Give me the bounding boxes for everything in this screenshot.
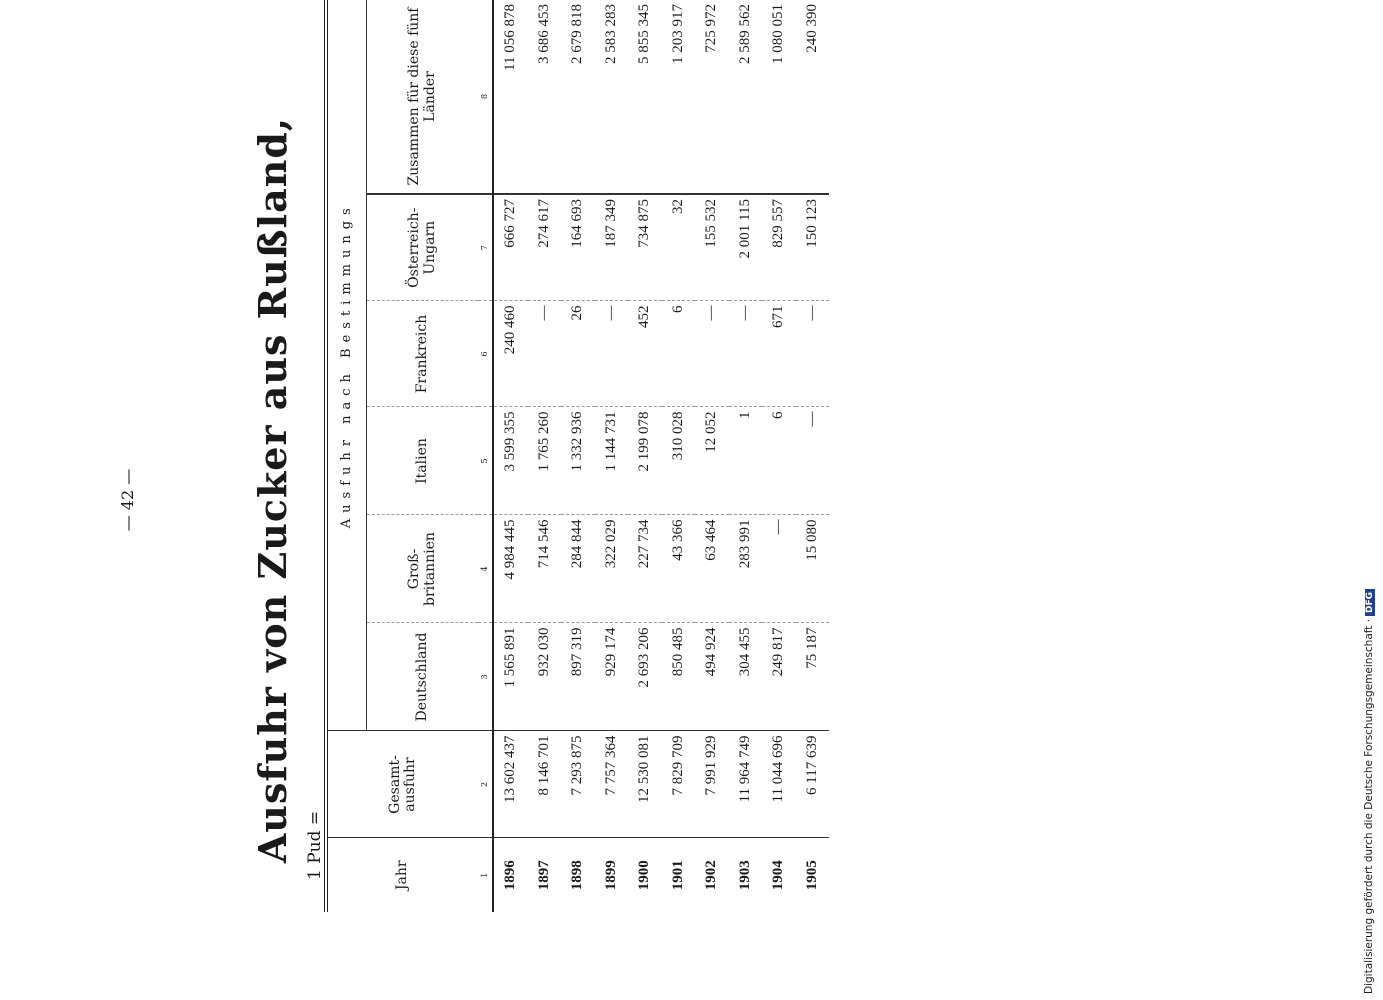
col-number: 8 bbox=[478, 0, 493, 194]
frankreich-cell: — bbox=[729, 301, 763, 407]
table-row bbox=[595, 0, 629, 912]
oesterreich-cell: 666 727 bbox=[493, 194, 528, 301]
table-row bbox=[762, 0, 796, 912]
frankreich-cell: 452 bbox=[628, 301, 662, 407]
oesterreich-cell: 2 001 115 bbox=[729, 194, 763, 301]
italien-cell: 6 bbox=[762, 407, 796, 515]
italien-cell: 1 144 731 bbox=[595, 407, 629, 515]
gesamtausfuhr-cell: 11 044 696 bbox=[762, 731, 796, 838]
italien-cell: 1 332 936 bbox=[561, 407, 595, 515]
zusammen-cell: 11 056 878 bbox=[502, 4, 519, 71]
grossbritannien-cell: 227 734 bbox=[628, 515, 662, 623]
table-row bbox=[796, 0, 830, 912]
year-cell: 1899 bbox=[595, 838, 629, 912]
header-zusammen: Zusammen für diese fünf Länder bbox=[406, 7, 438, 186]
deutschland-cell: 929 174 bbox=[595, 623, 629, 731]
col-number: 7 bbox=[478, 194, 493, 301]
frankreich-cell: — bbox=[528, 301, 562, 407]
header-grossbritannien: Groß-britannien bbox=[367, 515, 479, 623]
gesamtausfuhr-cell: 12 530 081 bbox=[628, 731, 662, 838]
header-deutschland: Deutschland bbox=[367, 623, 479, 731]
oesterreich-cell: 32 bbox=[662, 194, 696, 301]
deutschland-cell: 1 565 891 bbox=[493, 623, 528, 731]
dfg-logo: DFG bbox=[1365, 589, 1375, 616]
grossbritannien-cell: 714 546 bbox=[528, 515, 562, 623]
oesterreich-cell: 187 349 bbox=[595, 194, 629, 301]
table-row bbox=[528, 0, 562, 912]
frankreich-cell: 6 bbox=[662, 301, 696, 407]
italien-cell: 1 765 260 bbox=[528, 407, 562, 515]
oesterreich-cell: 734 875 bbox=[628, 194, 662, 301]
col-number: 6 bbox=[478, 301, 493, 407]
col-number: 4 bbox=[478, 515, 493, 623]
deutschland-cell: 932 030 bbox=[528, 623, 562, 731]
year-cell: 1903 bbox=[729, 838, 763, 912]
frankreich-cell: — bbox=[595, 301, 629, 407]
col-number: 5 bbox=[478, 407, 493, 515]
zusammen-cell: 5 855 345 bbox=[636, 4, 653, 64]
grossbritannien-cell: — bbox=[762, 515, 796, 623]
year-cell: 1904 bbox=[762, 838, 796, 912]
header-oesterreich: Österreich-Ungarn bbox=[367, 194, 479, 301]
grossbritannien-cell: 283 991 bbox=[729, 515, 763, 623]
table-row bbox=[628, 0, 662, 912]
unit-note: 1 Pud = bbox=[305, 810, 325, 880]
grossbritannien-cell: 284 844 bbox=[561, 515, 595, 623]
zusammen-cell: 3 686 453 bbox=[535, 4, 552, 64]
year-cell: 1898 bbox=[561, 838, 595, 912]
grossbritannien-cell: 15 080 bbox=[796, 515, 830, 623]
zusammen-cell: 240 390 bbox=[803, 4, 820, 53]
sugar-export-table bbox=[324, 0, 829, 912]
zusammen-cell: 2 589 562 bbox=[736, 4, 753, 64]
header-italien: Italien bbox=[367, 407, 479, 515]
table-row bbox=[662, 0, 696, 912]
italien-cell: 310 028 bbox=[662, 407, 696, 515]
table-row bbox=[493, 0, 528, 912]
table-row bbox=[561, 0, 595, 912]
year-cell: 1897 bbox=[528, 838, 562, 912]
deutschland-cell: 897 319 bbox=[561, 623, 595, 731]
table-row bbox=[695, 0, 729, 912]
gesamtausfuhr-cell: 7 829 709 bbox=[662, 731, 696, 838]
gesamtausfuhr-cell: 13 602 437 bbox=[493, 731, 528, 838]
oesterreich-cell: 150 123 bbox=[796, 194, 830, 301]
gesamtausfuhr-cell: 7 757 364 bbox=[595, 731, 629, 838]
italien-cell: 2 199 078 bbox=[628, 407, 662, 515]
deutschland-cell: 75 187 bbox=[796, 623, 830, 731]
gesamtausfuhr-cell: 7 293 875 bbox=[561, 731, 595, 838]
col-number: 3 bbox=[478, 623, 493, 731]
deutschland-cell: 494 924 bbox=[695, 623, 729, 731]
header-frankreich: Frankreich bbox=[367, 301, 479, 407]
page-title: Ausfuhr von Zucker aus Rußland, bbox=[250, 116, 295, 864]
italien-cell: 3 599 355 bbox=[493, 407, 528, 515]
grossbritannien-cell: 63 464 bbox=[695, 515, 729, 623]
zusammen-cell: 725 972 bbox=[703, 4, 720, 53]
frankreich-cell: 26 bbox=[561, 301, 595, 407]
oesterreich-cell: 829 557 bbox=[762, 194, 796, 301]
deutschland-cell: 249 817 bbox=[762, 623, 796, 731]
year-cell: 1900 bbox=[628, 838, 662, 912]
oesterreich-cell: 164 693 bbox=[561, 194, 595, 301]
italien-cell: — bbox=[796, 407, 830, 515]
deutschland-cell: 2 693 206 bbox=[628, 623, 662, 731]
italien-cell: 12 052 bbox=[695, 407, 729, 515]
frankreich-cell: 671 bbox=[762, 301, 796, 407]
header-group: Ausfuhr nach Bestimmungs bbox=[326, 0, 367, 731]
year-cell: 1902 bbox=[695, 838, 729, 912]
zusammen-cell: 1 203 917 bbox=[669, 4, 686, 64]
col-number: 2 bbox=[478, 731, 493, 838]
year-cell: 1905 bbox=[796, 838, 830, 912]
gesamtausfuhr-cell: 7 991 929 bbox=[695, 731, 729, 838]
zusammen-cell: 2 679 818 bbox=[569, 4, 586, 64]
footer-text: Digitalisierung gefördert durch die Deutsche Forschungsgemeinschaft · bbox=[1363, 618, 1375, 994]
deutschland-cell: 850 485 bbox=[662, 623, 696, 731]
oesterreich-cell: 155 532 bbox=[695, 194, 729, 301]
frankreich-cell: — bbox=[796, 301, 830, 407]
page-number: — 42 — bbox=[118, 468, 137, 532]
digitization-footer bbox=[1363, 0, 1375, 1000]
frankreich-cell: 240 460 bbox=[493, 301, 528, 407]
header-jahr: Jahr bbox=[326, 838, 478, 912]
gesamtausfuhr-cell: 8 146 701 bbox=[528, 731, 562, 838]
grossbritannien-cell: 43 366 bbox=[662, 515, 696, 623]
deutschland-cell: 304 455 bbox=[729, 623, 763, 731]
year-cell: 1896 bbox=[493, 838, 528, 912]
zusammen-cell: 2 583 283 bbox=[602, 4, 619, 64]
col-number: 1 bbox=[478, 838, 493, 912]
zusammen-cell: 1 080 051 bbox=[770, 4, 787, 64]
header-gesamtausfuhr: Gesamt-ausfuhr bbox=[326, 731, 478, 838]
italien-cell: 1 bbox=[729, 407, 763, 515]
table-row bbox=[729, 0, 763, 912]
oesterreich-cell: 274 617 bbox=[528, 194, 562, 301]
gesamtausfuhr-cell: 6 117 639 bbox=[796, 731, 830, 838]
frankreich-cell: — bbox=[695, 301, 729, 407]
year-cell: 1901 bbox=[662, 838, 696, 912]
grossbritannien-cell: 4 984 445 bbox=[493, 515, 528, 623]
gesamtausfuhr-cell: 11 964 749 bbox=[729, 731, 763, 838]
grossbritannien-cell: 322 029 bbox=[595, 515, 629, 623]
